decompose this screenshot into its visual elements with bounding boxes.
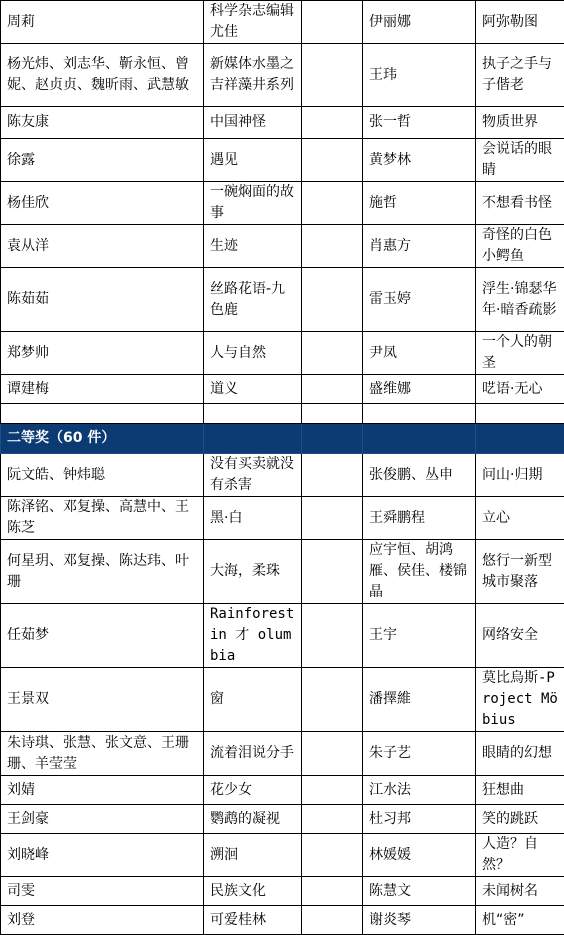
table-row: [1, 182, 564, 225]
work-title-cell: 一个人的朝圣: [476, 332, 564, 375]
blank-cell: [302, 497, 363, 540]
work-title-cell: 生迹: [204, 225, 302, 268]
author-cell: 阮文皓、钟炜聪: [1, 454, 204, 497]
author-cell: 王景双: [1, 668, 204, 732]
work-title-cell: 遇见: [204, 139, 302, 182]
author-cell: 朱诗琪、张慧、张文意、王珊珊、羊莹莹: [1, 732, 204, 776]
author-cell: 张俊鹏、丛申: [363, 454, 476, 497]
author-cell: 徐露: [1, 139, 204, 182]
author-cell: 杜习邦: [363, 805, 476, 834]
author-cell: 刘晓峰: [1, 834, 204, 877]
table-row: [1, 668, 564, 732]
blank-cell: [302, 139, 363, 182]
work-title-cell: 人与自然: [204, 332, 302, 375]
table-row: [1, 44, 564, 107]
author-cell: 应宇恒、胡鸿雁、侯佳、楼锦晶: [363, 540, 476, 604]
work-title-cell: 民族文化: [204, 877, 302, 906]
work-title-cell: 物质世界: [476, 107, 564, 139]
blank-cell: [302, 776, 363, 805]
table-row: [1, 877, 564, 906]
blank-cell: [302, 44, 363, 107]
work-title-cell: 丝路花语-九色鹿: [204, 268, 302, 332]
author-cell: 刘婧: [1, 776, 204, 805]
work-title-cell: 窗: [204, 668, 302, 732]
author-cell: 王舜鹏程: [363, 497, 476, 540]
blank-cell: [302, 668, 363, 732]
work-title-cell: 莫比烏斯-Project Möbius: [476, 668, 564, 732]
author-cell: 郑梦帅: [1, 332, 204, 375]
author-cell: 任茹梦: [1, 604, 204, 668]
blank-cell: [302, 225, 363, 268]
table-row: [1, 805, 564, 834]
blank-cell: [302, 540, 363, 604]
table-row: [1, 225, 564, 268]
blank-cell: [302, 182, 363, 225]
section-title: 二等奖（60 件）: [1, 424, 204, 454]
author-cell: 潘擇維: [363, 668, 476, 732]
table-row: [1, 776, 564, 805]
author-cell: 江水法: [363, 776, 476, 805]
author-cell: 杨佳欣: [1, 182, 204, 225]
work-title-cell: 鹦鹉的凝视: [204, 805, 302, 834]
work-title-cell: 不想看书怪: [476, 182, 564, 225]
author-cell: 张一哲: [363, 107, 476, 139]
table-row: [1, 1, 564, 44]
work-title-cell: 人造？自然？: [476, 834, 564, 877]
author-cell: 伊丽娜: [363, 1, 476, 44]
work-title-cell: 可爱桂林: [204, 906, 302, 935]
author-cell: 陈友康: [1, 107, 204, 139]
blank-cell: [302, 877, 363, 906]
work-title-cell: 立心: [476, 497, 564, 540]
author-cell: 雷玉婷: [363, 268, 476, 332]
table-row: [1, 107, 564, 139]
blank-cell: [302, 805, 363, 834]
blank-cell: [302, 107, 363, 139]
blank-cell: [302, 732, 363, 776]
work-title-cell: 道义: [204, 375, 302, 404]
blank-cell: [302, 604, 363, 668]
author-cell: 尹凤: [363, 332, 476, 375]
work-title-cell: 狂想曲: [476, 776, 564, 805]
work-title-cell: 眼睛的幻想: [476, 732, 564, 776]
author-cell: 袁从洋: [1, 225, 204, 268]
work-title-cell: Rainforest in 才 olumbia: [204, 604, 302, 668]
blank-cell: [302, 1, 363, 44]
work-title-cell: 执子之手与子偕老: [476, 44, 564, 107]
work-title-cell: 未闻树名: [476, 877, 564, 906]
work-title-cell: 中国神怪: [204, 107, 302, 139]
table-row: [1, 268, 564, 332]
table-row: [1, 604, 564, 668]
author-cell: 周莉: [1, 1, 204, 44]
work-title-cell: 机“密”: [476, 906, 564, 935]
table-row: [1, 497, 564, 540]
table-row: [1, 454, 564, 497]
empty-row: [1, 404, 564, 424]
author-cell: 王宇: [363, 604, 476, 668]
table-row: [1, 834, 564, 877]
work-title-cell: 一碗焖面的故事: [204, 182, 302, 225]
work-title-cell: 大海，柔珠: [204, 540, 302, 604]
work-title-cell: 会说话的眼睛: [476, 139, 564, 182]
author-cell: 朱子艺: [363, 732, 476, 776]
author-cell: 刘登: [1, 906, 204, 935]
work-title-cell: 悠行一新型城市聚落: [476, 540, 564, 604]
table-row: [1, 139, 564, 182]
work-title-cell: 新媒体水墨之吉祥藻井系列: [204, 44, 302, 107]
blank-cell: [302, 332, 363, 375]
author-cell: 肖惠方: [363, 225, 476, 268]
author-cell: 王剑豪: [1, 805, 204, 834]
blank-cell: [302, 906, 363, 935]
author-cell: 施哲: [363, 182, 476, 225]
blank-cell: [302, 375, 363, 404]
work-title-cell: 呓语·无心: [476, 375, 564, 404]
author-cell: 盛维娜: [363, 375, 476, 404]
work-title-cell: 浮生·锦瑟华年·暗香疏影: [476, 268, 564, 332]
author-cell: 杨光炜、刘志华、靳永恒、曾妮、赵贞贞、魏昕雨、武慧敏: [1, 44, 204, 107]
section-header: [1, 424, 564, 454]
work-title-cell: 问山·归期: [476, 454, 564, 497]
author-cell: 王玮: [363, 44, 476, 107]
author-cell: 谭建梅: [1, 375, 204, 404]
work-title-cell: 阿弥勒图: [476, 1, 564, 44]
author-cell: 林媛媛: [363, 834, 476, 877]
table-row: [1, 540, 564, 604]
author-cell: 谢炎琴: [363, 906, 476, 935]
work-title-cell: 奇怪的白色小鳄鱼: [476, 225, 564, 268]
author-cell: 何星玥、邓复操、陈达玮、叶珊: [1, 540, 204, 604]
table-row: [1, 375, 564, 404]
blank-cell: [302, 834, 363, 877]
work-title-cell: 溯洄: [204, 834, 302, 877]
work-title-cell: 黑·白: [204, 497, 302, 540]
author-cell: 黄梦林: [363, 139, 476, 182]
table-row: [1, 332, 564, 375]
work-title-cell: 科学杂志编辑尤佳: [204, 1, 302, 44]
blank-cell: [302, 268, 363, 332]
author-cell: 陈泽铭、邓复操、高慧中、王陈芝: [1, 497, 204, 540]
author-cell: 司雯: [1, 877, 204, 906]
work-title-cell: 花少女: [204, 776, 302, 805]
author-cell: 陈慧文: [363, 877, 476, 906]
work-title-cell: 没有买卖就没有杀害: [204, 454, 302, 497]
work-title-cell: 网络安全: [476, 604, 564, 668]
work-title-cell: 笑的跳跃: [476, 805, 564, 834]
blank-cell: [302, 454, 363, 497]
table-row: [1, 732, 564, 776]
author-cell: 陈茹茹: [1, 268, 204, 332]
work-title-cell: 流着泪说分手: [204, 732, 302, 776]
table-row: [1, 906, 564, 935]
